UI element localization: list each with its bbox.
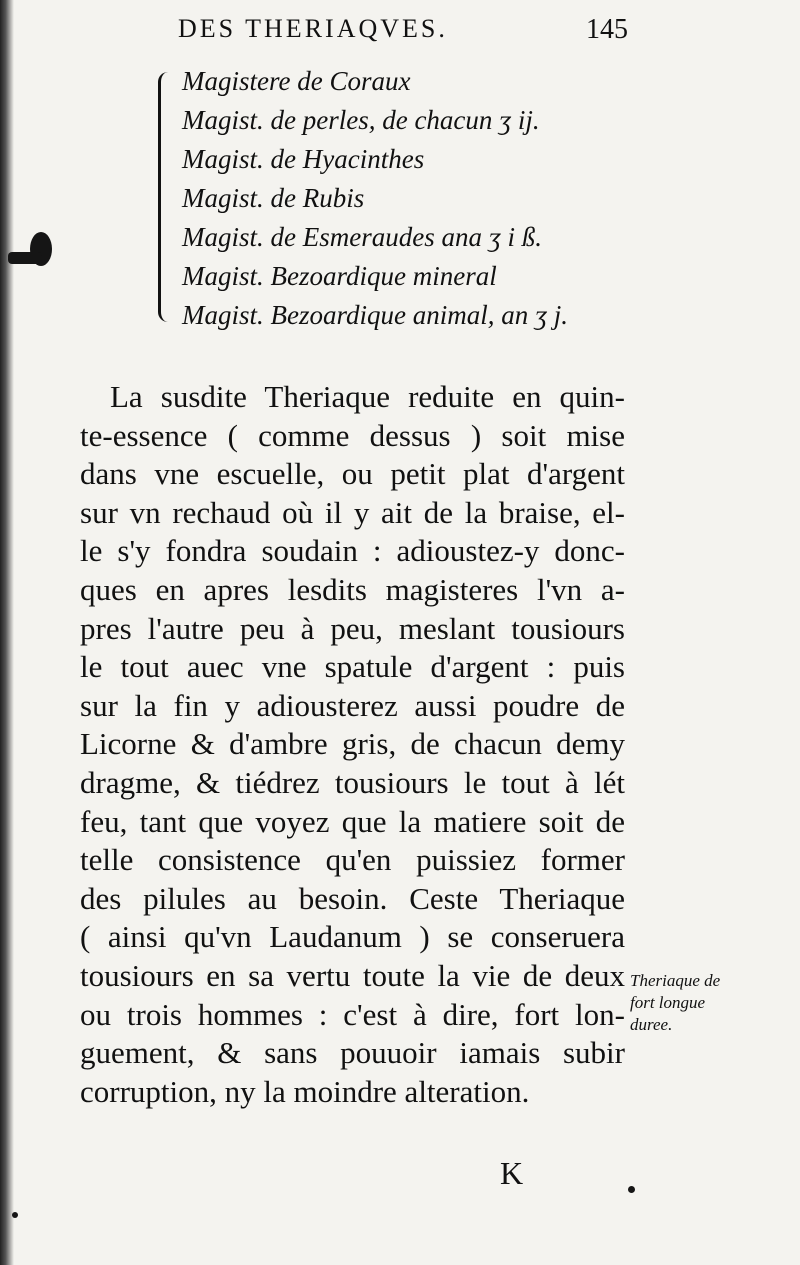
- margin-note-line: duree.: [630, 1015, 673, 1034]
- ink-speck: [628, 1186, 635, 1193]
- margin-note: [630, 970, 770, 1036]
- recipe-item: Magistere de Coraux: [182, 66, 411, 96]
- recipe-item: Magist. Bezoardique animal, an ʒ j.: [182, 300, 568, 330]
- body-line: dragme, & tiédrez tousiours le tout à lét: [80, 764, 625, 800]
- body-line: guement, & sans pouuoir iamais subir: [80, 1035, 625, 1071]
- body-line: Licorne & d'ambre gris, de chacun demy: [80, 726, 625, 762]
- recipe-item: Magist. de Esmeraudes ana ʒ i ß.: [182, 222, 542, 252]
- margin-note-line: fort longue: [630, 993, 706, 1012]
- body-line: tousiours en sa vertu toute la vie de deux: [80, 957, 625, 993]
- recipe-item: Magist. de Hyacinthes: [182, 144, 425, 174]
- recipe-item: Magist. de perles, de chacun ʒ ij.: [182, 105, 540, 135]
- body-line: ( ainsi qu'vn Laudanum ) se conseruera: [80, 919, 625, 955]
- ink-blot: [8, 252, 42, 264]
- signature-mark: K: [500, 1155, 524, 1191]
- body-line: des pilules au besoin. Ceste Theriaque: [80, 880, 625, 916]
- body-line: telle consistence qu'en puissiez former: [80, 842, 625, 878]
- recipe-item: Magist. de Rubis: [182, 183, 365, 213]
- body-line: le s'y fondra soudain : adioustez-y donc-: [80, 533, 625, 569]
- running-head: DES THERIAQVES.: [178, 14, 448, 43]
- ink-speck: [12, 1212, 18, 1218]
- body-line: ou trois hommes : c'est à dire, fort lon-: [80, 996, 625, 1032]
- body-line: feu, tant que voyez que la matiere soit de: [80, 803, 625, 839]
- page-gutter-shadow: [0, 0, 14, 1265]
- body-line: sur la fin y adiousterez aussi poudre de: [80, 687, 625, 723]
- body-line: le tout auec vne spatule d'argent : puis: [80, 649, 625, 685]
- margin-note-line: Theriaque de: [630, 971, 721, 990]
- body-line: te-essence ( comme dessus ) soit mise: [80, 417, 625, 453]
- page-header: [178, 14, 638, 54]
- body-paragraph: [80, 378, 625, 1111]
- page-number: 145: [586, 14, 628, 45]
- body-line: sur vn rechaud où il y ait de la braise, el-: [80, 494, 625, 530]
- body-line: corruption, ny la moindre alteration.: [80, 1073, 530, 1109]
- body-line: La susdite Theriaque reduite en quin-: [110, 379, 625, 414]
- body-line: pres l'autre peu à peu, meslant tousiours: [80, 610, 625, 646]
- body-line: ques en apres lesdits magisteres l'vn a-: [80, 571, 625, 607]
- body-line: dans vne escuelle, ou petit plat d'argent: [80, 456, 625, 492]
- recipe-item: Magist. Bezoardique mineral: [182, 261, 497, 291]
- recipe-list: [150, 62, 630, 335]
